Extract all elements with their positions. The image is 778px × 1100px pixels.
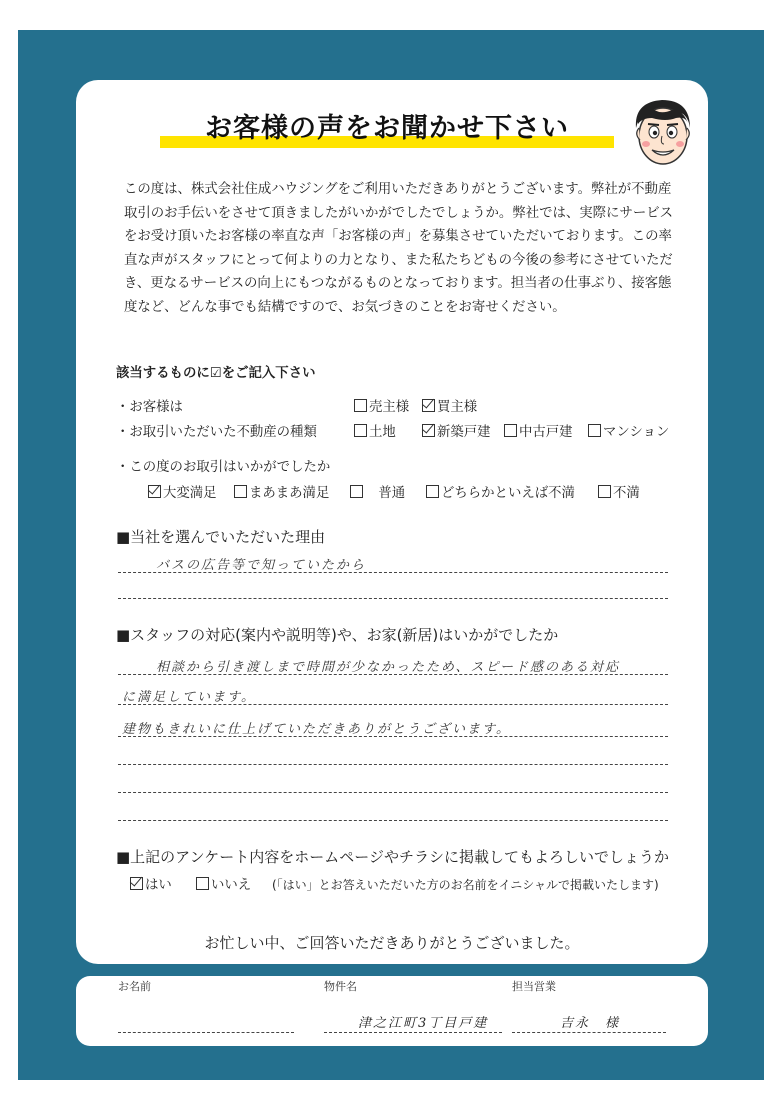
checkbox-publish-yes[interactable] xyxy=(130,877,143,890)
answer-line xyxy=(118,764,668,765)
customer-type-label: ・お客様は xyxy=(116,400,183,415)
publish-note: (「はい」とお答えいただいた方のお名前をイニシャルで掲載いたします) xyxy=(272,878,659,892)
name-line xyxy=(118,1032,294,1033)
check-instruction: 該当するものに☑をご記入下さい xyxy=(116,366,316,381)
footer-card xyxy=(76,976,708,1046)
survey-card xyxy=(76,80,708,964)
answer-line xyxy=(118,674,668,675)
checkbox-average[interactable] xyxy=(350,485,363,498)
staff-answer-line-1: 相談から引き渡しまで時間が少なかったため、スピード感のある対応 xyxy=(156,660,620,675)
staff-line xyxy=(512,1032,666,1033)
mascot-face-icon xyxy=(628,94,698,168)
answer-line xyxy=(118,704,668,705)
option-land[interactable]: 土地 xyxy=(354,421,396,440)
staff-answer-line-2: に満足しています。 xyxy=(122,690,256,705)
option-average[interactable]: 普通 xyxy=(350,482,405,501)
staff-value: 吉永 様 xyxy=(560,1016,621,1031)
thanks-message: お忙しい中、ご回答いただきありがとうございました。 xyxy=(204,934,580,952)
name-label: お名前 xyxy=(118,980,151,993)
staff-answer-line-3: 建物もきれいに仕上げていただきありがとうございます。 xyxy=(122,722,511,737)
title-area xyxy=(160,106,614,154)
property-type-label: ・お取引いただいた不動産の種類 xyxy=(116,425,317,440)
answer-line xyxy=(118,792,668,793)
checkbox-dissatisfied[interactable] xyxy=(598,485,611,498)
checkbox-somewhat-dissatisfied[interactable] xyxy=(426,485,439,498)
checkbox-used-house[interactable] xyxy=(504,424,517,437)
option-used-house[interactable]: 中古戸建 xyxy=(504,421,573,440)
reason-heading: ■当社を選んでいただいた理由 xyxy=(116,528,326,546)
option-dissatisfied[interactable]: 不満 xyxy=(598,482,640,501)
checkbox-very-satisfied[interactable] xyxy=(148,485,161,498)
option-seller[interactable]: 売主様 xyxy=(354,396,409,415)
answer-line xyxy=(118,598,668,599)
checkbox-mansion[interactable] xyxy=(588,424,601,437)
property-line xyxy=(324,1032,502,1033)
property-name-label: 物件名 xyxy=(324,980,357,993)
option-publish-no[interactable]: いいえ xyxy=(196,874,251,893)
intro-text: この度は、株式会社住成ハウジングをご利用いただきありがとうございます。弊社が不動産取引のお手伝いをさせて頂きましたがいかがでしたでしょうか。弊社では、実際にサービスをお受け頂いたお客様の率直な声「お客様の声」を募集させていただいております。この率直な声がスタッフにとって何よりの力となり、また私たちどもの今後の参考にさせていただき、更なるサービスの向上にもつながるものとなっております。担当者の仕事ぶり、接客態度など、どんな事でも結構ですので、お気づきのことをお寄せください。 xyxy=(124,182,674,315)
answer-line xyxy=(118,572,668,573)
option-very-satisfied[interactable]: 大変満足 xyxy=(148,482,217,501)
checkbox-land[interactable] xyxy=(354,424,367,437)
option-new-house[interactable]: 新築戸建 xyxy=(422,421,491,440)
satisfaction-label: ・この度のお取引はいかがでしたか xyxy=(116,460,331,475)
reason-answer: バスの広告等で知っていたから xyxy=(156,558,367,573)
staff-label: 担当営業 xyxy=(512,980,556,993)
option-somewhat-dissatisfied[interactable]: どちらかといえば不満 xyxy=(426,482,575,501)
option-fairly-satisfied[interactable]: まあまあ満足 xyxy=(234,482,329,501)
checkbox-publish-no[interactable] xyxy=(196,877,209,890)
property-name-value: 津之江町3丁目戸建 xyxy=(358,1016,489,1031)
checkbox-buyer[interactable] xyxy=(422,399,435,412)
checkbox-seller[interactable] xyxy=(354,399,367,412)
option-buyer[interactable]: 買主様 xyxy=(422,396,477,415)
checkbox-fairly-satisfied[interactable] xyxy=(234,485,247,498)
option-publish-yes[interactable]: はい xyxy=(130,874,172,893)
answer-line xyxy=(118,736,668,737)
publish-heading: ■上記のアンケート内容をホームページやチラシに掲載してもよろしいでしょうか xyxy=(116,848,669,866)
checkbox-new-house[interactable] xyxy=(422,424,435,437)
page-title: お客様の声をお聞かせ下さい xyxy=(205,113,569,144)
staff-heading: ■スタッフの対応(案内や説明等)や、お家(新居)はいかがでしたか xyxy=(116,626,559,644)
answer-line xyxy=(118,820,668,821)
option-mansion[interactable]: マンション xyxy=(588,421,669,440)
